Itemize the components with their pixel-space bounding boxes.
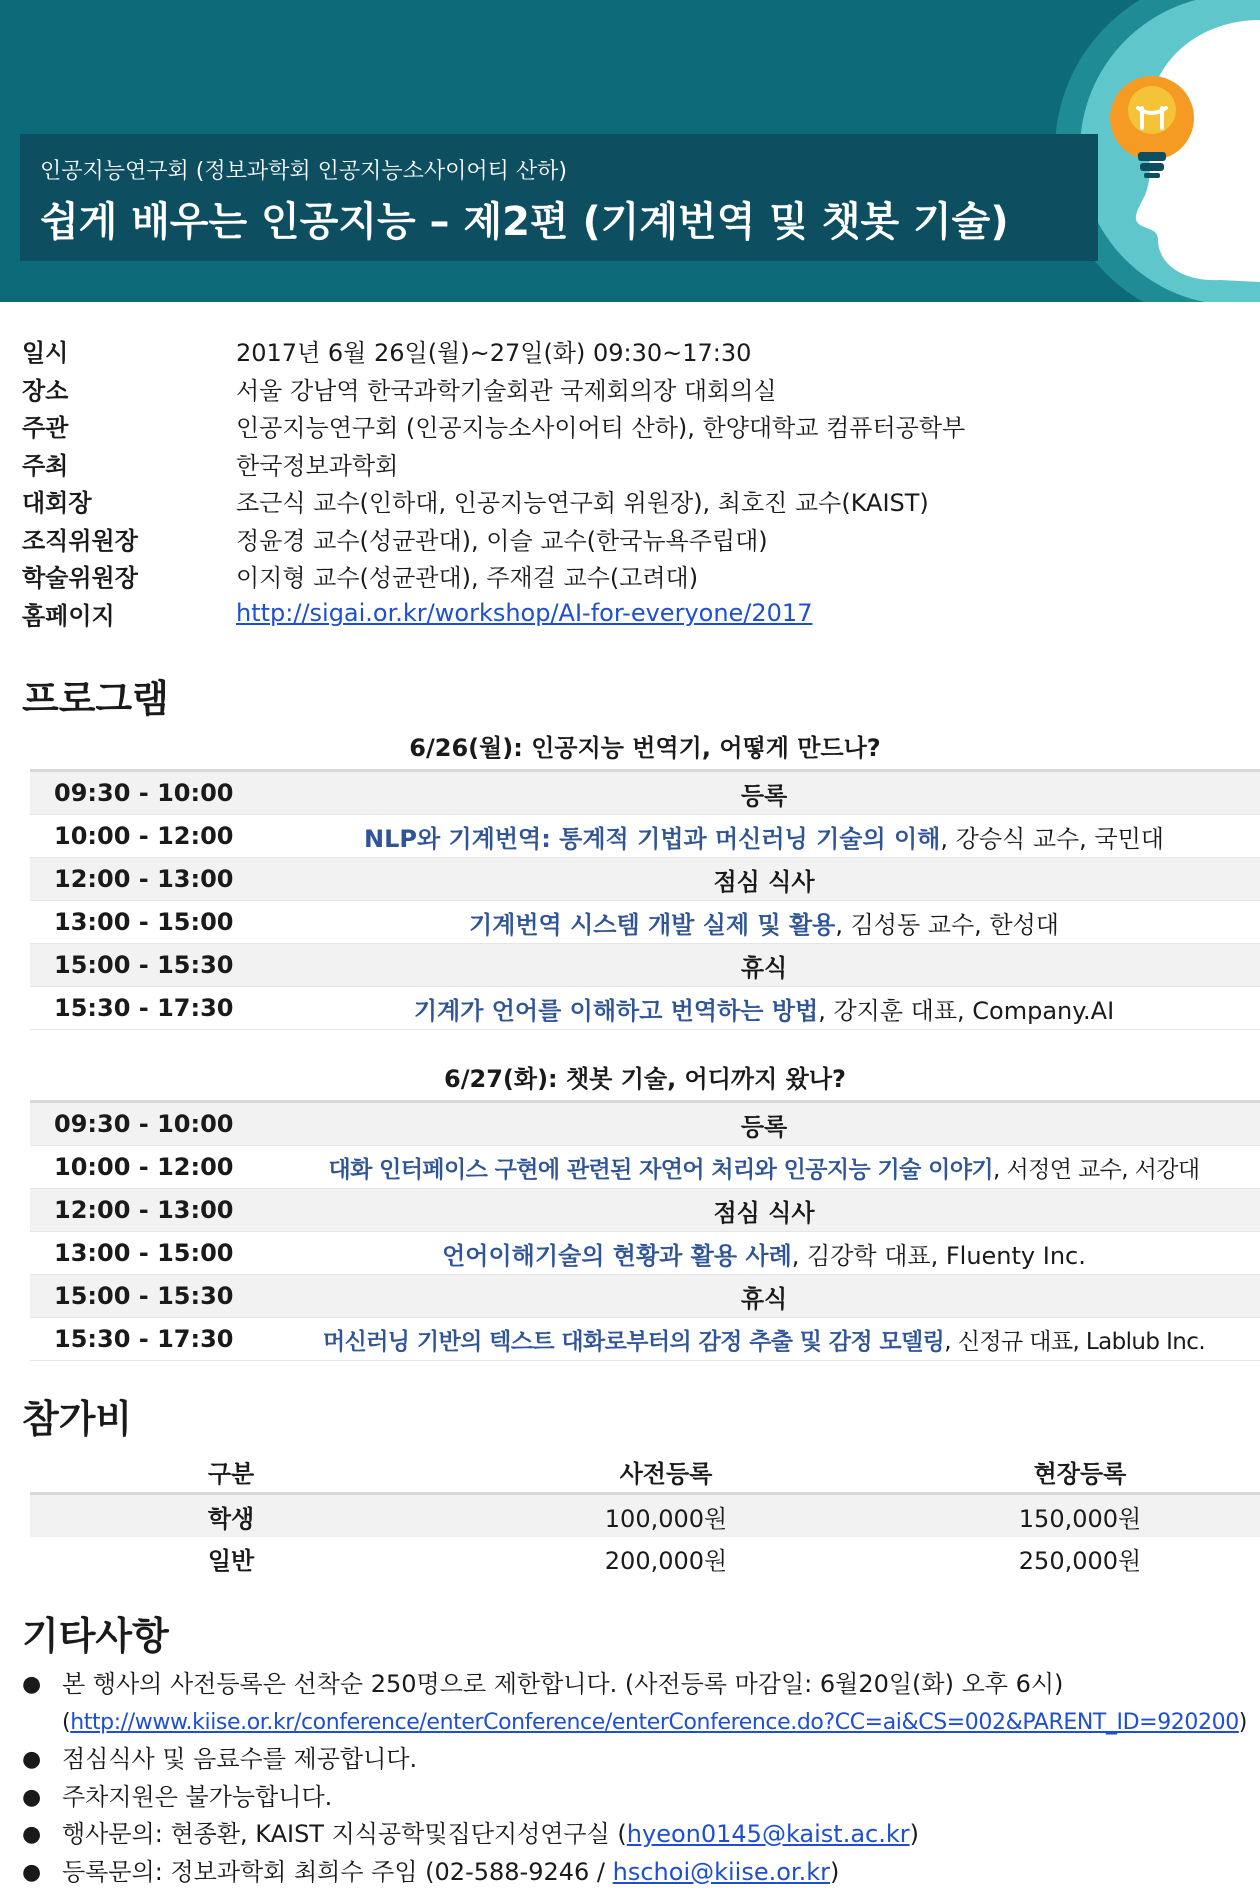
note-text: 본 행사의 사전등록은 선착순 250명으로 제한합니다. (사전등록 마감일: 6월20일(화) 오후 6시) <box>62 1670 1064 1698</box>
fees-column-header: 구분 <box>207 1459 255 1488</box>
fees-category: 일반 <box>207 1546 255 1575</box>
session-time: 13:00 - 15:00 <box>54 908 234 936</box>
session-row <box>30 901 1260 944</box>
session-time: 15:00 - 15:30 <box>54 951 234 979</box>
session-speaker: , 김성동 교수, 한성대 <box>835 910 1059 939</box>
title-box <box>20 134 1098 261</box>
session-time: 15:30 - 17:30 <box>54 1325 234 1353</box>
note-prefix: 행사문의: 현종환, KAIST 지식공학및집단지성연구실 ( <box>62 1820 627 1848</box>
fees-row <box>30 1537 1260 1579</box>
session-speaker: , 서정연 교수, 서강대 <box>993 1156 1200 1183</box>
fees-column-header: 현장등록 <box>1033 1459 1127 1488</box>
session-label: 등록 <box>740 1112 788 1141</box>
session-row <box>30 1146 1260 1189</box>
day-title: 6/27(화): 챗봇 기술, 어디까지 왔나? <box>30 1058 1260 1103</box>
note-prefix: 등록문의: 정보과학회 최희수 주임 (02-588-9246 / <box>62 1857 613 1886</box>
note-suffix: ) <box>830 1857 840 1886</box>
info-value: 조근식 교수(인하대, 인공지능연구회 위원장), 최호진 교수(KAIST) <box>236 489 929 518</box>
session-label: 휴식 <box>740 953 788 982</box>
fees-pre-registration: 100,000원 <box>604 1504 728 1533</box>
session-label: 등록 <box>740 781 788 810</box>
info-value: 한국정보과학회 <box>236 451 399 480</box>
list-item <box>22 1666 1260 1704</box>
fees-table <box>30 1450 1260 1579</box>
session-topic: 기계번역 시스템 개발 실제 및 활용 <box>469 910 836 939</box>
program-day-2 <box>30 1058 1260 1361</box>
session-row <box>30 944 1260 987</box>
bullet-icon: ● <box>22 1822 42 1847</box>
info-value: 2017년 6월 26일(월)~27일(화) 09:30~17:30 <box>236 339 752 368</box>
program-day-1 <box>30 727 1260 1030</box>
note-text: 점심식사 및 음료수를 제공합니다. <box>62 1745 418 1773</box>
fees-pre-registration: 200,000원 <box>604 1546 728 1575</box>
notes-list <box>22 1666 1260 1891</box>
registration-link[interactable]: http://www.kiise.or.kr/conference/enterConference/enterConference.do?CC=ai&CS=002&PARENT_ID=920200 <box>70 1709 1239 1735</box>
session-topic: 언어이해기술의 현황과 활용 사례 <box>442 1241 792 1270</box>
session-topic: NLP와 기계번역: 통계적 기법과 머신러닝 기술의 이해 <box>363 824 941 853</box>
info-row-org-chair <box>22 520 965 558</box>
info-label: 장소 <box>22 376 69 405</box>
info-label: 주관 <box>22 414 69 443</box>
session-row <box>30 1189 1260 1232</box>
registration-email-link[interactable]: hschoi@kiise.or.kr <box>612 1857 830 1886</box>
session-topic: 머신러닝 기반의 텍스트 대화로부터의 감정 추출 및 감정 모델링 <box>322 1328 945 1355</box>
session-label: 휴식 <box>740 1284 788 1313</box>
list-item <box>22 1854 1260 1891</box>
session-time: 15:30 - 17:30 <box>54 994 234 1022</box>
fees-onsite-registration: 250,000원 <box>1018 1546 1142 1575</box>
session-time: 10:00 - 12:00 <box>54 1153 234 1181</box>
fees-onsite-registration: 150,000원 <box>1018 1504 1142 1533</box>
session-row <box>30 1232 1260 1275</box>
fees-category: 학생 <box>207 1504 255 1533</box>
info-label: 홈페이지 <box>22 601 115 630</box>
session-time: 10:00 - 12:00 <box>54 822 234 850</box>
session-row <box>30 815 1260 858</box>
list-item <box>22 1779 1260 1817</box>
note-prefix: ( <box>62 1709 71 1735</box>
info-label: 학술위원장 <box>22 564 138 593</box>
note-suffix: ) <box>909 1820 920 1848</box>
info-row-date <box>22 332 965 370</box>
session-topic: 대화 인터페이스 구현에 관련된 자연어 처리와 인공지능 기술 이야기 <box>328 1156 994 1183</box>
note-suffix: ) <box>1238 1709 1247 1735</box>
session-speaker: , 강승식 교수, 국민대 <box>940 824 1164 853</box>
info-value: 정윤경 교수(성균관대), 이슬 교수(한국뉴욕주립대) <box>236 526 768 555</box>
session-row <box>30 987 1260 1030</box>
info-row-homepage <box>22 595 965 633</box>
session-label: 점심 식사 <box>713 867 815 896</box>
fees-row <box>30 1495 1260 1537</box>
info-label: 조직위원장 <box>22 526 138 555</box>
info-value: 서울 강남역 한국과학기술회관 국제회의장 대회의실 <box>236 376 777 405</box>
notes-heading: 기타사항 <box>22 1614 169 1658</box>
day-title: 6/26(월): 인공지능 번역기, 어떻게 만드나? <box>30 727 1260 772</box>
fees-heading: 참가비 <box>22 1397 133 1441</box>
session-label: 점심 식사 <box>713 1198 815 1227</box>
bullet-icon: ● <box>22 1672 42 1697</box>
session-row <box>30 1275 1260 1318</box>
session-time: 15:00 - 15:30 <box>54 1282 234 1310</box>
note-text: 주차지원은 불가능합니다. <box>62 1782 333 1811</box>
bullet-icon: ● <box>22 1784 42 1810</box>
info-value: 인공지능연구회 (인공지능소사이어티 산하), 한양대학교 컴퓨터공학부 <box>236 414 966 443</box>
bullet-icon: ● <box>22 1747 42 1772</box>
info-label: 대회장 <box>22 489 92 518</box>
session-time: 13:00 - 15:00 <box>54 1239 234 1267</box>
contact-email-link[interactable]: hyeon0145@kaist.ac.kr <box>626 1820 910 1848</box>
page-title: 쉽게 배우는 인공지능 – 제2편 (기계번역 및 챗봇 기술) <box>40 199 1009 245</box>
info-label: 주최 <box>22 451 69 480</box>
session-row <box>30 1318 1260 1361</box>
session-speaker: , 신정규 대표, Lablub Inc. <box>944 1328 1206 1355</box>
event-info <box>22 332 965 632</box>
session-time: 09:30 - 10:00 <box>54 779 234 807</box>
info-row-program-chair <box>22 557 965 595</box>
session-topic: 기계가 언어를 이해하고 번역하는 방법 <box>413 996 819 1025</box>
info-row-organizer <box>22 407 965 445</box>
session-time: 09:30 - 10:00 <box>54 1110 234 1138</box>
list-item <box>22 1741 1260 1779</box>
session-speaker: , 김강학 대표, Fluenty Inc. <box>791 1241 1086 1270</box>
info-row-chair <box>22 482 965 520</box>
session-row <box>30 772 1260 815</box>
list-item-continuation <box>22 1704 1260 1742</box>
fees-column-header: 사전등록 <box>619 1459 713 1488</box>
session-time: 12:00 - 13:00 <box>54 1196 234 1224</box>
homepage-link[interactable]: http://sigai.or.kr/workshop/AI-for-everyone/2017 <box>236 599 813 628</box>
session-row <box>30 1103 1260 1146</box>
header-subtitle: 인공지능연구회 (정보과학회 인공지능소사이어티 산하) <box>40 159 567 184</box>
session-row <box>30 858 1260 901</box>
list-item <box>22 1816 1260 1854</box>
session-time: 12:00 - 13:00 <box>54 865 234 893</box>
header-banner <box>0 0 1260 302</box>
info-value: 이지형 교수(성균관대), 주재걸 교수(고려대) <box>236 564 699 593</box>
bullet-icon: ● <box>22 1859 42 1885</box>
fees-header-row <box>30 1450 1260 1495</box>
info-row-host <box>22 445 965 483</box>
session-speaker: , 강지훈 대표, Company.AI <box>818 996 1115 1025</box>
program-heading: 프로그램 <box>22 677 169 721</box>
info-row-venue <box>22 370 965 408</box>
info-label: 일시 <box>22 339 69 368</box>
